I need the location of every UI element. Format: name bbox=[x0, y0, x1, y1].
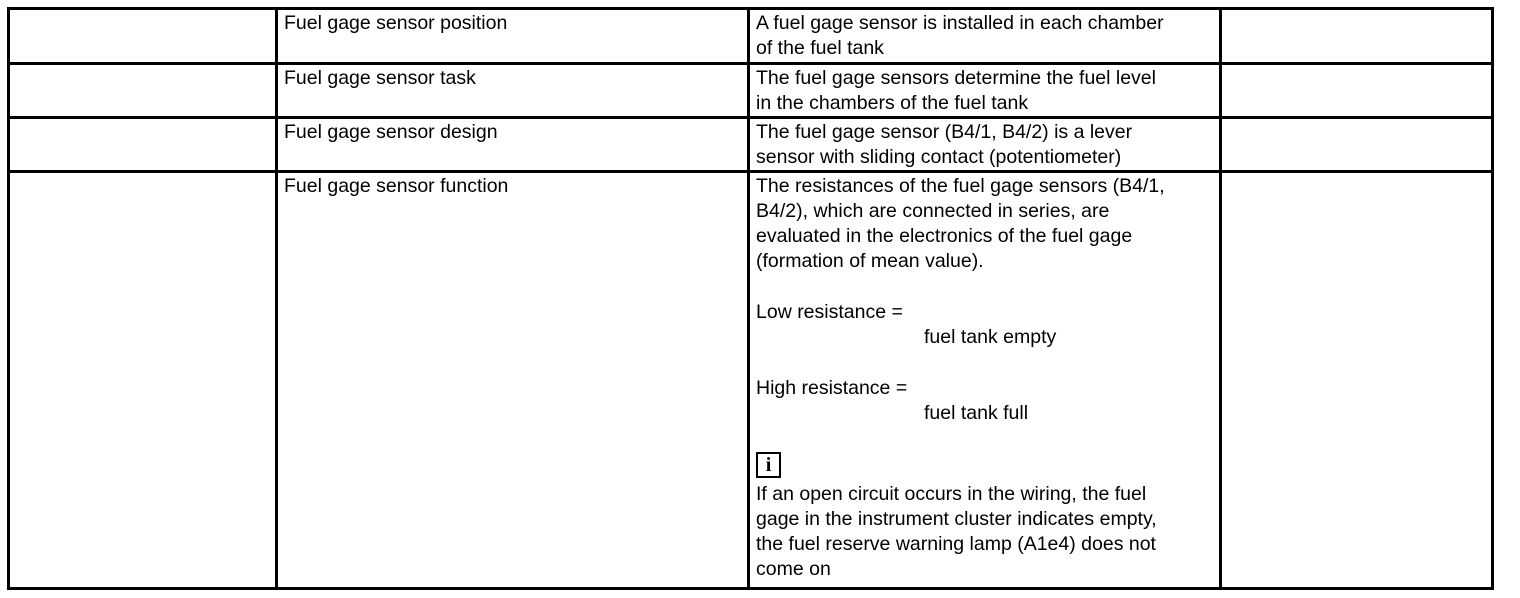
low-resistance-value: fuel tank empty bbox=[924, 326, 1057, 348]
note-line: gage in the instrument cluster indicates empty, bbox=[756, 508, 1157, 530]
row-label: Fuel gage sensor task bbox=[277, 64, 749, 118]
empty-cell-right bbox=[1221, 64, 1493, 118]
description-line: sensor with sliding contact (potentiometer) bbox=[756, 146, 1122, 168]
note-line: If an open circuit occurs in the wiring, the fuel bbox=[756, 483, 1147, 505]
description-line: A fuel gage sensor is installed in each chamber bbox=[756, 12, 1164, 34]
description-line: of the fuel tank bbox=[756, 37, 884, 59]
row-description bbox=[749, 64, 1221, 118]
high-resistance-label: High resistance = bbox=[756, 377, 908, 399]
table-row-task bbox=[9, 64, 1493, 118]
description-line: B4/2), which are connected in series, are bbox=[756, 200, 1110, 222]
empty-cell-left bbox=[9, 172, 277, 589]
empty-cell-left bbox=[9, 9, 277, 64]
row-description bbox=[749, 172, 1221, 589]
row-description bbox=[749, 118, 1221, 172]
description-line: (formation of mean value). bbox=[756, 250, 984, 272]
empty-cell-left bbox=[9, 64, 277, 118]
empty-cell-right bbox=[1221, 172, 1493, 589]
high-resistance-value: fuel tank full bbox=[924, 402, 1029, 424]
info-icon: i bbox=[756, 452, 781, 478]
row-description bbox=[749, 9, 1221, 64]
table-row-position bbox=[9, 9, 1493, 64]
fuel-gage-sensor-table bbox=[7, 7, 1494, 590]
description-line: The fuel gage sensors determine the fuel level bbox=[756, 67, 1156, 89]
row-label: Fuel gage sensor design bbox=[277, 118, 749, 172]
description-line: The resistances of the fuel gage sensors (B4/1, bbox=[756, 175, 1165, 197]
empty-cell-right bbox=[1221, 118, 1493, 172]
description-line: The fuel gage sensor (B4/1, B4/2) is a lever bbox=[756, 121, 1133, 143]
empty-cell-right bbox=[1221, 9, 1493, 64]
note-line: the fuel reserve warning lamp (A1e4) does not bbox=[756, 533, 1156, 555]
low-resistance-label: Low resistance = bbox=[756, 301, 903, 323]
table-row-function bbox=[9, 172, 1493, 589]
description-line: evaluated in the electronics of the fuel gage bbox=[756, 225, 1133, 247]
row-label: Fuel gage sensor function bbox=[277, 172, 749, 589]
row-label: Fuel gage sensor position bbox=[277, 9, 749, 64]
empty-cell-left bbox=[9, 118, 277, 172]
table-row-design bbox=[9, 118, 1493, 172]
description-line: in the chambers of the fuel tank bbox=[756, 92, 1029, 114]
note-line: come on bbox=[756, 558, 831, 580]
